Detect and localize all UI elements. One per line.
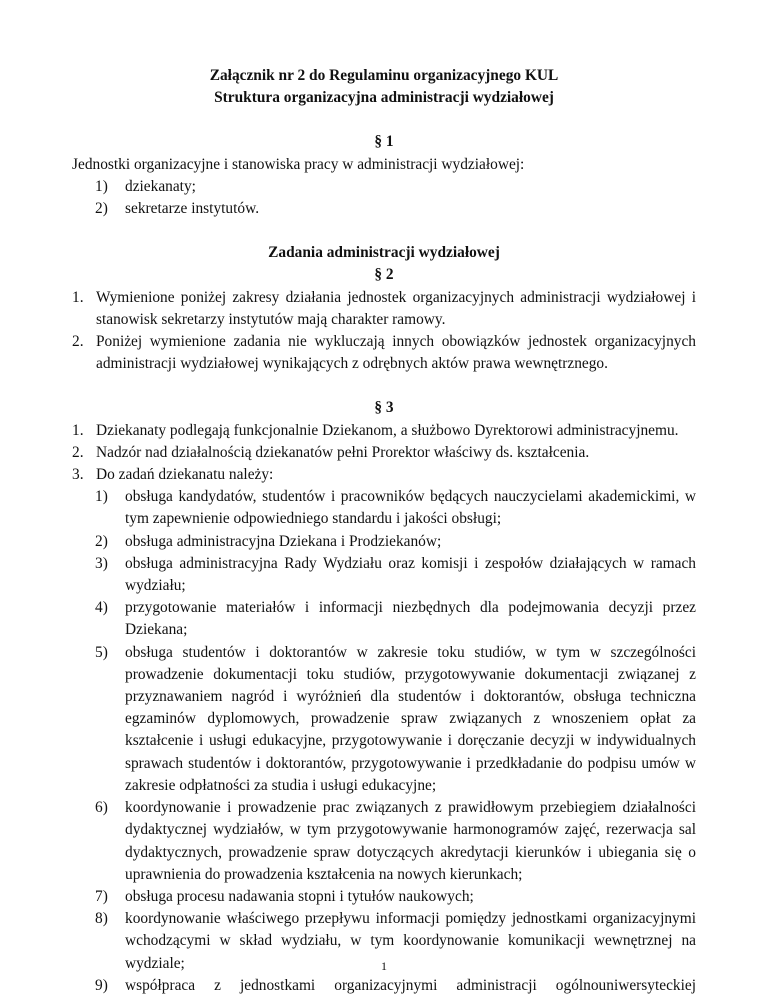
subitem-text: obsługa studentów i doktorantów w zakresie toku studiów, w tym w szczególności prowadzenie dokumentacji toku studiów, przygotowywanie dokumentacji związanej z przyznawaniem nagród i wyróżnień dla studentów i doktorantów, obsługa techniczna egzaminów dyplomowych, prowadzenie spraw związanych z wnoszeniem opłat za kształcenie i usługi edukacyjne, przygotowywanie i doręczanie decyzji w indywidualnych sprawach studentów i doktorantów, przygotowywanie i przedkładanie do podpisu umów w zakresie odpłatności za studia i usługi edukacyjne; bbox=[125, 643, 696, 794]
section-3-subitem bbox=[72, 886, 696, 908]
subitem-text: przygotowanie materiałów i informacji niezbędnych dla podejmowania decyzji przez Dziekana; bbox=[125, 599, 696, 639]
section-3-item bbox=[72, 464, 696, 486]
item-number: 1) bbox=[95, 177, 108, 195]
item-text: Poniżej wymienione zadania nie wykluczają innych obowiązków jednostek organizacyjnych administracji wydziałowej wynikających z odrębnych aktów prawa wewnętrznego. bbox=[96, 333, 696, 373]
page-number: 1 bbox=[381, 959, 387, 973]
item-number: 1. bbox=[72, 288, 84, 306]
subitem-number: 5) bbox=[95, 643, 108, 661]
subitem-number: 2) bbox=[95, 532, 108, 550]
section-1-title: § 1 bbox=[374, 133, 394, 151]
section-3-subitem bbox=[72, 797, 696, 886]
item-number: 2) bbox=[95, 200, 108, 218]
subitem-number: 6) bbox=[95, 799, 108, 817]
item-text: dziekanaty; bbox=[125, 177, 196, 195]
tasks-heading: Zadania administracji wydziałowej bbox=[268, 244, 500, 262]
section-2-item bbox=[72, 331, 696, 375]
subitem-text: obsługa procesu nadawania stopni i tytułów naukowych; bbox=[125, 887, 474, 905]
section-3-subitem bbox=[72, 486, 696, 530]
section-2-item bbox=[72, 287, 696, 331]
subitem-number: 3) bbox=[95, 554, 108, 572]
subitem-number: 9) bbox=[95, 976, 108, 994]
subitem-text: obsługa kandydatów, studentów i pracowników będących nauczycielami akademickimi, w tym zapewnienie odpowiedniego standardu i jakości obsługi; bbox=[125, 488, 696, 528]
subitem-number: 8) bbox=[95, 910, 108, 928]
item-text: Nadzór nad działalnością dziekanatów pełni Prorektor właściwy ds. kształcenia. bbox=[96, 443, 590, 461]
section-1-item bbox=[72, 198, 696, 220]
subitem-text: obsługa administracyjna Rady Wydziału oraz komisji i zespołów działających w ramach wydziału; bbox=[125, 554, 696, 595]
item-number: 1. bbox=[72, 421, 84, 439]
item-number: 3. bbox=[72, 466, 84, 484]
document-subtitle: Struktura organizacyjna administracji wydziałowej bbox=[214, 89, 554, 107]
section-3-item bbox=[72, 420, 696, 442]
section-3-item bbox=[72, 442, 696, 464]
section-3-subitem bbox=[72, 597, 696, 641]
section-3-subitem bbox=[72, 553, 696, 597]
item-text: Dziekanaty podlegają funkcjonalnie Dziekanom, a służbowo Dyrektorowi administracyjnemu. bbox=[96, 421, 679, 439]
subitem-text: koordynowanie i prowadzenie prac związanych z prawidłowym przebiegiem działalności dydaktycznej wydziałów, w tym przygotowywanie harmonogramów zajęć, rezerwacja sal dydaktycznych, prowadzenie spraw dotyczących akredytacji kierunków i ubiegania się o uprawnienia do prowadzenia kształcenia na nowych kierunkach; bbox=[125, 799, 696, 883]
subitem-text: współpraca z jednostkami organizacyjnymi administracji ogólnouniwersyteckiej bbox=[125, 976, 696, 994]
section-3-subitem bbox=[72, 531, 696, 553]
item-text: sekretarze instytutów. bbox=[125, 200, 260, 218]
document-title: Załącznik nr 2 do Regulaminu organizacyjnego KUL bbox=[209, 67, 559, 84]
section-3-title: § 3 bbox=[374, 399, 394, 417]
section-2-title: § 2 bbox=[374, 266, 394, 284]
item-number: 2. bbox=[72, 333, 84, 351]
section-3-subitem bbox=[72, 642, 696, 797]
item-text: Do zadań dziekanatu należy: bbox=[96, 466, 274, 484]
subitem-text: koordynowanie właściwego przepływu informacji pomiędzy jednostkami organizacyjnymi wchodzącymi w skład wydziału, w tym koordynowanie komunikacji wewnętrznej na wydziale; bbox=[125, 910, 696, 972]
subitem-number: 1) bbox=[95, 488, 108, 506]
subitem-text: obsługa administracyjna Dziekana i Prodziekanów; bbox=[125, 532, 442, 550]
subitem-number: 7) bbox=[95, 887, 108, 905]
section-1-item bbox=[72, 176, 696, 198]
document-body bbox=[72, 65, 696, 997]
item-number: 2. bbox=[72, 443, 84, 461]
subitem-number: 4) bbox=[95, 599, 108, 617]
section-1-intro: Jednostki organizacyjne i stanowiska pracy w administracji wydziałowej: bbox=[72, 155, 525, 173]
item-text: Wymienione poniżej zakresy działania jednostek organizacyjnych administracji wydziałowej i stanowisk sekretarzy instytutów mają charakter ramowy. bbox=[96, 288, 696, 328]
